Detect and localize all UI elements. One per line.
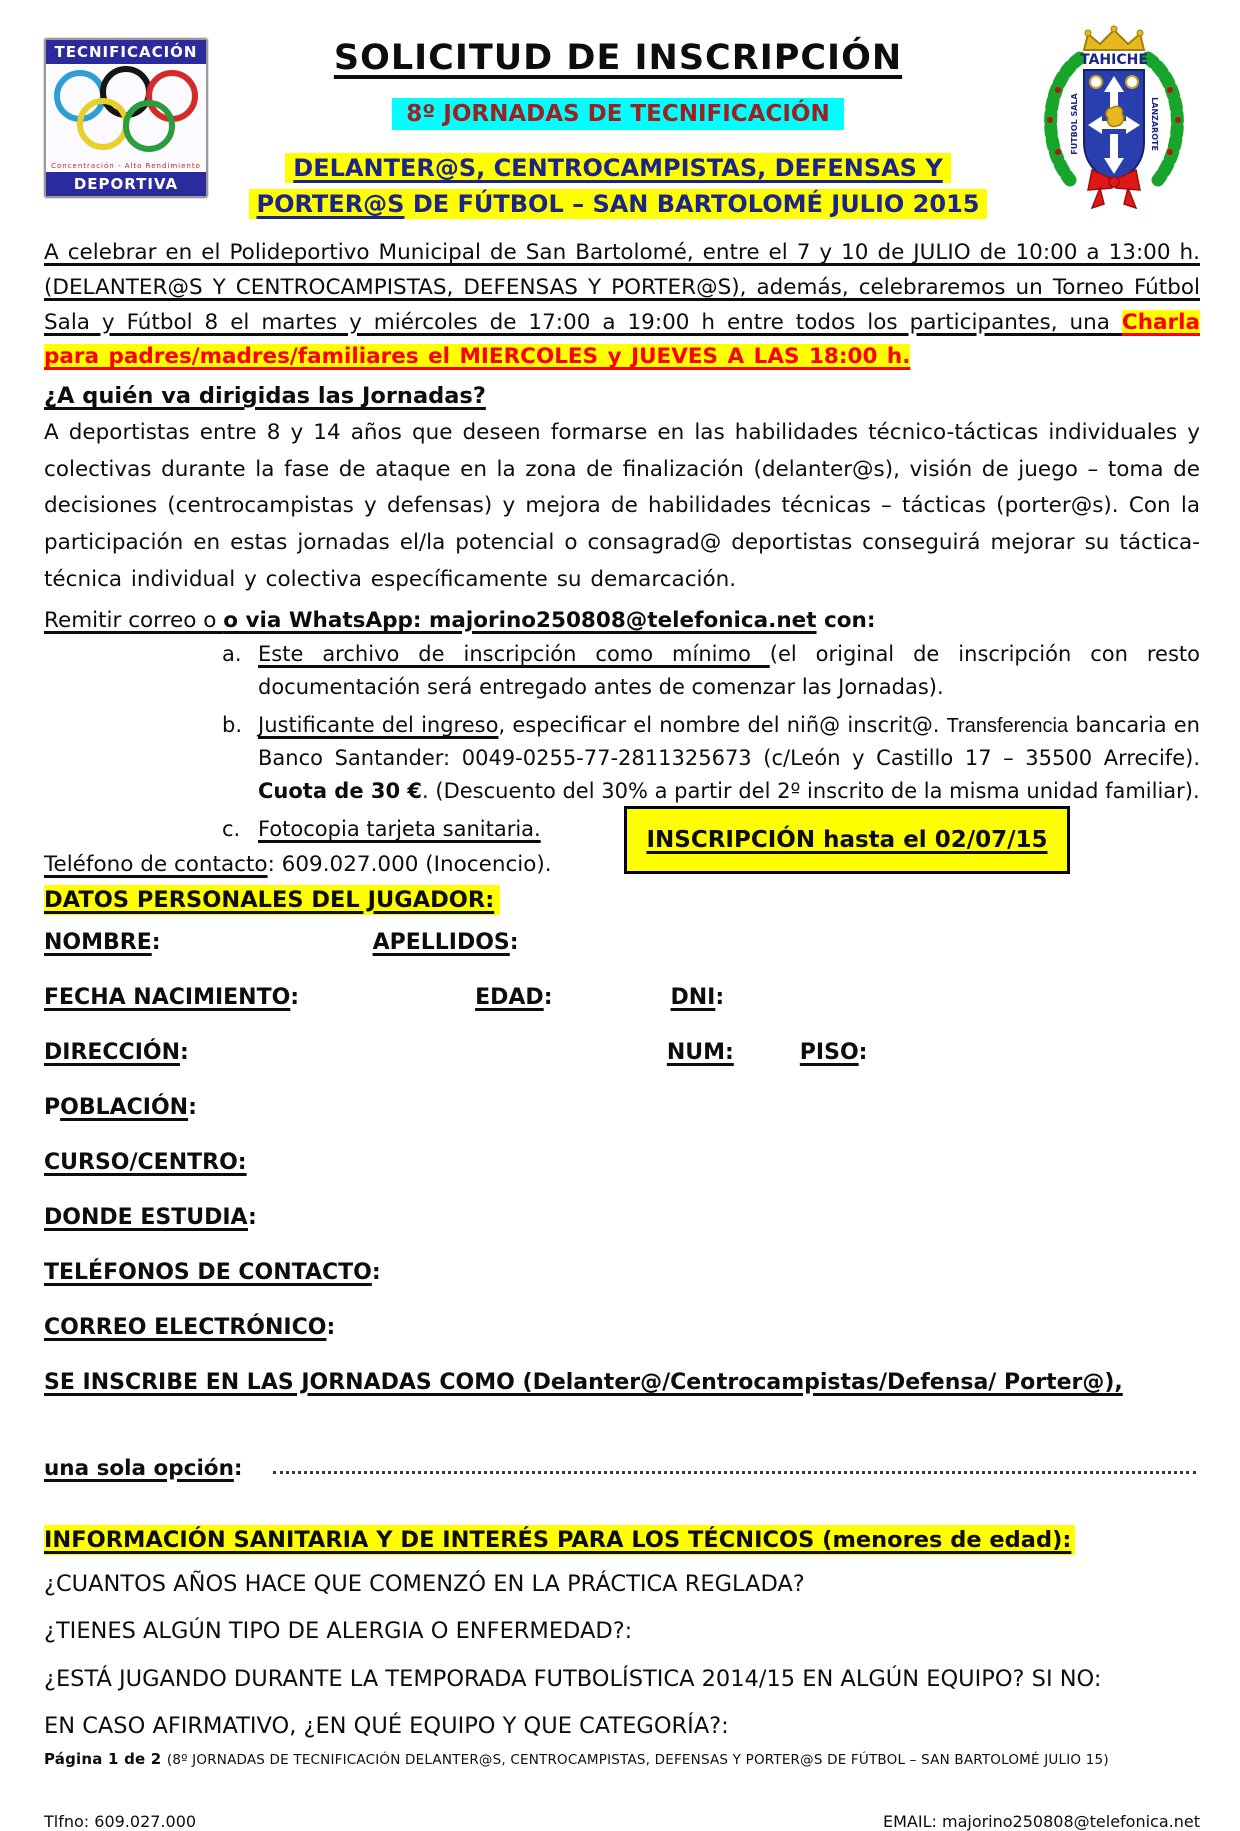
audience-answer: A deportistas entre 8 y 14 años que deseen formarse en las habilidades técnico-tácticas individuales y colectivas durante la fase de ataque en la zona de finalización (delanter@s), visión de juego – toma de decisiones (centrocampistas y defensas) y mejora de habilidades técnicas – tácticas (porter@s). Con la participación en estas jornadas el/la potencial o consagrad@ deportistas conseguirá mejorar su táctica-técnica individual y colectiva específicamente su demarcación.	[44, 420, 1200, 592]
event-line2-rest: DE FÚTBOL – SAN BARTOLOMÉ JULIO 2015	[404, 190, 980, 218]
shield-icon	[1084, 70, 1144, 182]
field-label-direccion: DIRECCIÓN	[44, 1039, 181, 1065]
req-a-underlined: Este archivo de inscripción como mínimo	[258, 642, 770, 667]
contact-label: Teléfono de contacto	[44, 851, 268, 877]
form-row-correo: CORREO ELECTRÓNICO:	[44, 1314, 336, 1340]
sanitary-question-1: ¿CUANTOS AÑOS HACE QUE COMENZÓ EN LA PRÁCTICA REGLADA?	[44, 1570, 805, 1597]
ring-green-icon	[123, 100, 175, 152]
field-label-poblacion: OBLACIÓN	[60, 1094, 189, 1120]
field-label-dni: DNI	[670, 984, 716, 1010]
form-row-curso-centro	[44, 1150, 1200, 1175]
sanitary-question-4: EN CASO AFIRMATIVO, ¿EN QUÉ EQUIPO Y QUE CATEGORÍA?:	[44, 1712, 729, 1739]
form-row-opcion: una sola opción:	[44, 1456, 1200, 1481]
footer	[44, 1750, 1200, 1831]
field-label-piso: PISO	[799, 1039, 859, 1065]
page-title-text: SOLICITUD DE INSCRIPCIÓN	[333, 38, 903, 78]
page-info-rest: (8º JORNADAS DE TECNIFICACIÓN DELANTER@S, CENTROCAMPISTAS, DEFENSAS Y PORTER@S DE FÚTBOL – SAN BARTOLOMÉ JULIO 15)	[166, 1752, 1109, 1769]
footer-contact-row	[44, 1812, 1200, 1831]
req-b-underlined: Justificante del ingreso	[258, 713, 499, 738]
page-info-line	[44, 1750, 1200, 1768]
intro-paragraph	[44, 236, 1200, 375]
remit-lead: Remitir correo o	[44, 608, 224, 634]
form-row-poblacion: POBLACIÓN:	[44, 1094, 197, 1120]
event-line2-underlined: PORTER@S	[256, 190, 405, 218]
requirement-item-b	[44, 709, 1200, 807]
sanitary-section-title: INFORMACIÓN SANITARIA Y DE INTERÉS PARA LOS TÉCNICOS (menores de edad):	[44, 1527, 1200, 1553]
sanitary-title-paren: (menores de edad):	[822, 1526, 1072, 1553]
sanitary-question-3-tail: SI NO:	[1031, 1665, 1102, 1692]
footer-email-label: EMAIL	[883, 1812, 932, 1831]
footer-phone	[44, 1812, 196, 1831]
field-label-inscribe-como: SE INSCRIBE EN LAS JORNADAS COMO (Delanter@/Centrocampistas/Defensa/ Porter@),	[44, 1369, 1123, 1395]
form-row-inscribe	[44, 1370, 1200, 1395]
ring-yellow-icon	[77, 98, 129, 150]
club-name-text: TAHICHE	[1080, 52, 1148, 68]
req-b-rest2: . (Descuento del 30% a partir del 2º inscrito de la misma unidad familiar).	[422, 778, 1200, 803]
title-block	[208, 24, 1028, 222]
footer-phone-label: Tlfno	[44, 1812, 84, 1831]
side-text-left: FUTBOL SALA	[1070, 93, 1079, 155]
header	[44, 24, 1200, 222]
sanitary-question-2: ¿TIENES ALGÚN TIPO DE ALERGIA O ENFERMEDAD?:	[44, 1618, 633, 1645]
req-b-rest: , especificar el nombre del niñ@ inscrit@.	[498, 713, 947, 738]
field-label-una-sola-opcion: una sola opción	[44, 1455, 234, 1481]
mid-section	[44, 810, 1200, 877]
crown-icon	[1084, 26, 1144, 50]
fill-in-dotted-line	[273, 1470, 1197, 1474]
lion-icon	[1106, 106, 1124, 126]
tecnificacion-deportiva-logo	[44, 38, 208, 198]
footer-email-value: : majorino250808@telefonica.net	[931, 1812, 1200, 1831]
req-a-rest: (el original de inscripción con resto documentación será entregado antes de comenzar las Jornadas).	[258, 642, 1200, 699]
form-row-donde-estudia: DONDE ESTUDIA:	[44, 1204, 257, 1230]
deadline-box	[624, 806, 1070, 874]
logo-bottom-banner: DEPORTIVA	[46, 172, 206, 196]
field-label-num: NUM:	[666, 1039, 734, 1065]
club-crest-icon	[1028, 24, 1200, 220]
req-b-fee: Cuota de 30 €	[258, 778, 423, 803]
remit-tail: con:	[816, 608, 876, 634]
side-text-right: LANZAROTE	[1150, 97, 1159, 151]
form-row-fecha-edad-dni: FECHA NACIMIENTO: EDAD: DNI:	[44, 984, 725, 1010]
event-title	[216, 150, 1020, 222]
audience-question: ¿A quién va dirigidas las Jornadas?	[44, 383, 486, 410]
form-row-direccion-num-piso: DIRECCIÓN: NUM: PISO:	[44, 1039, 868, 1065]
footer-phone-value: : 609.027.000	[83, 1812, 197, 1831]
requirement-item-a	[44, 638, 1200, 703]
list-marker: b.	[222, 713, 243, 738]
contact-value: : 609.027.000 (Inocencio).	[267, 851, 552, 877]
tahiche-club-crest	[1028, 24, 1200, 220]
field-label-telefonos: TELÉFONOS DE CONTACTO	[44, 1259, 372, 1285]
form-row-nombre-apellidos: NOMBRE: APELLIDOS:	[44, 929, 519, 955]
req-b-alt-font: Transferencia	[946, 715, 1069, 738]
field-label-correo: CORREO ELECTRÓNICO	[44, 1314, 327, 1340]
field-label-curso-centro: CURSO/CENTRO:	[44, 1149, 247, 1175]
field-label-fecha-nacimiento: FECHA NACIMIENTO	[44, 984, 291, 1010]
req-b-rest-b: bancaria en Banco Santander: 0049-0255-77-2811325673 (c/León y Castillo 17 – 35500 Arrecife).	[258, 713, 1200, 771]
form-section-title: DATOS PERSONALES DEL JUGADOR:	[44, 887, 1200, 913]
field-label-apellidos: APELLIDOS	[372, 929, 510, 955]
logo-tagline: Concentración - Alto Rendimiento	[51, 162, 201, 170]
page-number: Página 1 de 2	[44, 1750, 167, 1769]
list-marker: a.	[222, 642, 242, 667]
intro-highlight-charla: Charla para padres/madres/familiares el MIERCOLES y JUEVES A LAS 18:00 h.	[44, 309, 1200, 370]
event-title-line2	[216, 186, 1020, 222]
field-label-nombre: NOMBRE	[44, 929, 152, 955]
field-label-donde-estudia: DONDE ESTUDIA	[44, 1204, 248, 1230]
deadline-text: INSCRIPCIÓN hasta el 02/07/15	[646, 827, 1048, 854]
remit-whatsapp-email: o via WhatsApp: majorino250808@telefonica.net	[223, 608, 817, 634]
intro-text: A celebrar en el Polideportivo Municipal de San Bartolomé, entre el 7 y 10 de JULIO de 10:00 a 13:00 h. (DELANTER@S Y CENTROCAMPISTAS, DEFENSAS Y PORTER@S), además, celebraremos un Torneo Fútbol Sala y Fútbol 8 el martes y miércoles de 17:00 a 19:00 h entre todos los participantes, una	[44, 240, 1200, 335]
req-c-underlined: Fotocopia tarjeta sanitaria.	[258, 817, 541, 842]
olympic-rings-icon	[52, 66, 200, 159]
sanitary-question-3: ¿ESTÁ JUGANDO DURANTE LA TEMPORADA FUTBOLÍSTICA 2014/15 EN ALGÚN EQUIPO? SI NO:	[44, 1665, 1102, 1692]
page-title	[216, 38, 1020, 78]
field-label-poblacion-p: P	[44, 1094, 61, 1120]
remit-line	[44, 608, 1200, 633]
event-title-line1: DELANTER@S, CENTROCAMPISTAS, DEFENSAS Y	[216, 150, 1020, 186]
logo-top-banner: TECNIFICACIÓN	[46, 40, 206, 64]
footer-email	[883, 1812, 1200, 1831]
form-row-telefonos: TELÉFONOS DE CONTACTO:	[44, 1259, 381, 1285]
edition-subtitle: 8º JORNADAS DE TECNIFICACIÓN	[216, 98, 1020, 130]
list-marker: c.	[222, 817, 241, 842]
field-label-edad: EDAD	[475, 984, 544, 1010]
